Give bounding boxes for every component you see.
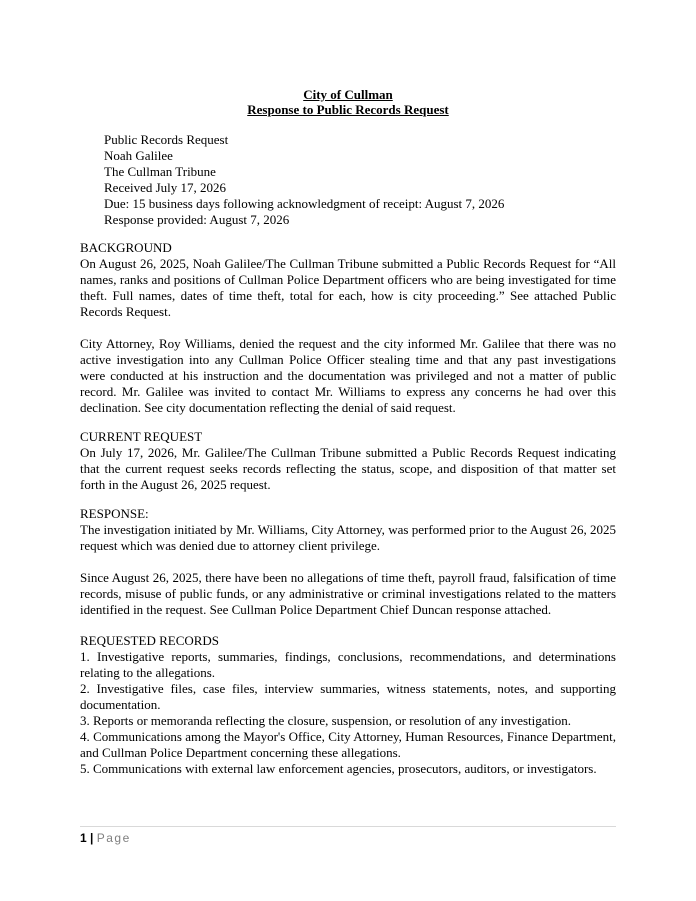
request-info-line: Response provided: August 7, 2026 [104, 212, 290, 227]
document-subtitle: Response to Public Records Request [247, 102, 449, 117]
footer-separator: | [90, 831, 94, 845]
list-item: 2. Investigative files, case files, interview summaries, witness statements, notes, and supporting documentation. [80, 681, 616, 712]
page-footer [80, 831, 131, 845]
requested-records-heading: REQUESTED RECORDS [80, 633, 220, 648]
requested-records-list [80, 649, 616, 777]
footer-divider [80, 826, 616, 827]
list-item: 4. Communications among the Mayor's Office, City Attorney, Human Resources, Finance Department, and Cullman Police Department concerning these allegations. [80, 729, 616, 760]
request-info-line: The Cullman Tribune [104, 164, 216, 179]
request-info [104, 132, 604, 228]
request-info-line: Due: 15 business days following acknowledgment of receipt: August 7, 2026 [104, 196, 505, 211]
background-heading: BACKGROUND [80, 240, 172, 255]
request-info-line: Public Records Request [104, 132, 229, 147]
response-paragraph-2: Since August 26, 2025, there have been no allegations of time theft, payroll fraud, falsification of time records, misuse of public funds, or any administrative or criminal investigations related to the matters identified in the request. See Cullman Police Department Chief Duncan response attached. [80, 570, 616, 617]
list-item: 1. Investigative reports, summaries, findings, conclusions, recommendations, and determinations relating to the allegations. [80, 649, 616, 680]
page-label: Page [96, 831, 131, 845]
document-title: City of Cullman [303, 87, 393, 102]
list-item: 3. Reports or memoranda reflecting the closure, suspension, or resolution of any investigation. [80, 713, 571, 728]
request-info-line: Noah Galilee [104, 148, 173, 163]
response-paragraph-1: The investigation initiated by Mr. Williams, City Attorney, was performed prior to the August 26, 2025 request which was denied due to attorney client privilege. [80, 522, 616, 553]
background-paragraph-2: City Attorney, Roy Williams, denied the request and the city informed Mr. Galilee that there was no active investigation into any Cullman Police Officer stealing time and that any past investigations were conducted at his instruction and the documentation was privileged and not a matter of public record. Mr. Galilee was invited to contact Mr. Williams to express any concerns he had over this declination. See city documentation reflecting the denial of said request. [80, 336, 616, 415]
current-request-heading: CURRENT REQUEST [80, 429, 203, 444]
background-paragraph-1: On August 26, 2025, Noah Galilee/The Cullman Tribune submitted a Public Records Request for “All names, ranks and positions of Cullman Police Department officers who are being investigated for time theft. Full names, dates of time theft, total for each, how is city proceeding.” See attached Public Records Request. [80, 256, 616, 319]
list-item: 5. Communications with external law enforcement agencies, prosecutors, auditors, or investigators. [80, 761, 597, 776]
page-number: 1 [80, 831, 87, 845]
response-heading: RESPONSE: [80, 506, 149, 521]
request-info-line: Received July 17, 2026 [104, 180, 227, 195]
current-request-paragraph: On July 17, 2026, Mr. Galilee/The Cullman Tribune submitted a Public Records Request indicating that the current request seeks records reflecting the status, scope, and disposition of that matter set forth in the August 26, 2025 request. [80, 445, 616, 492]
